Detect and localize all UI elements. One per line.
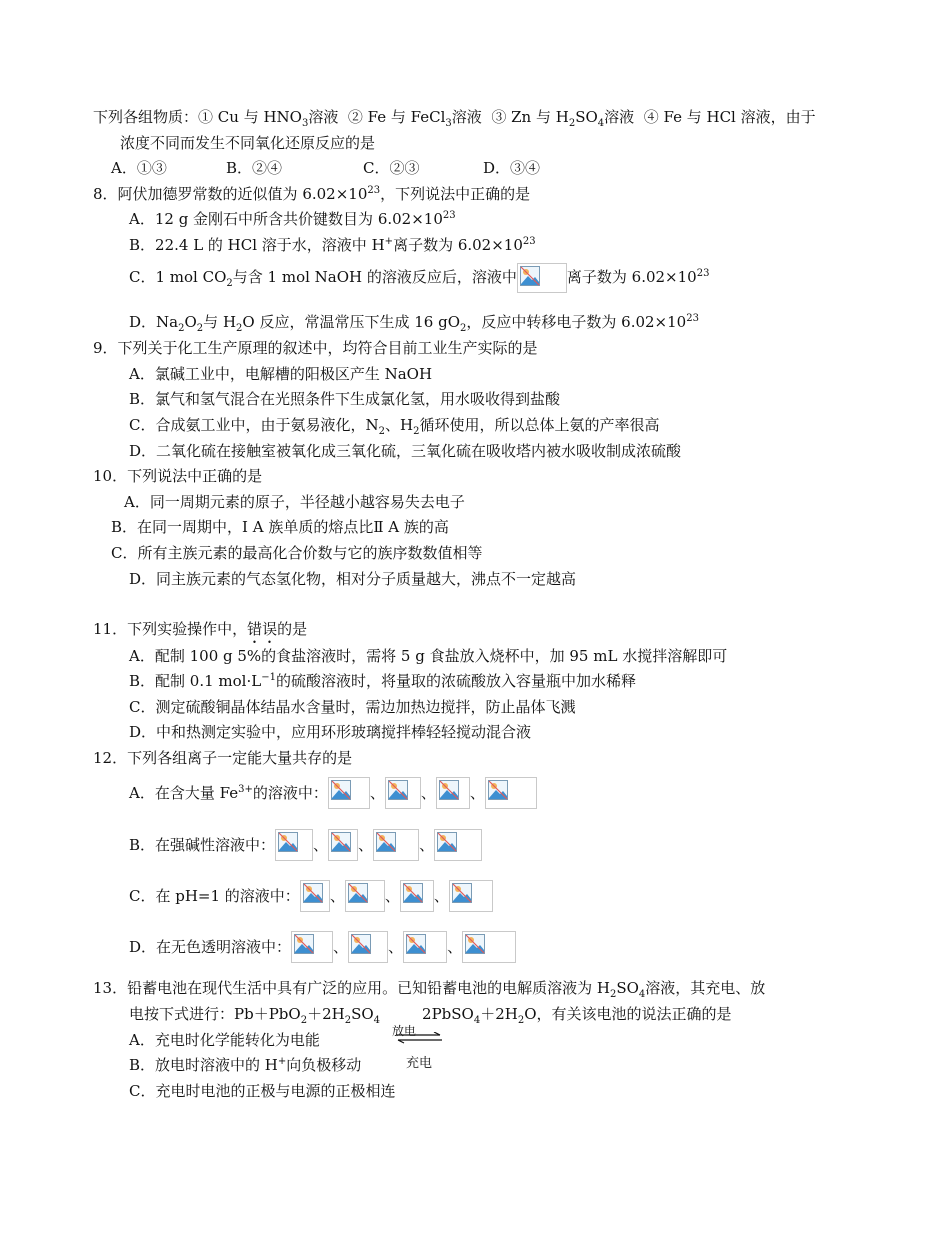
q13-option-b: B．放电时溶液中的 H+向负极移动 [129,1056,362,1074]
q7-option-d: D．③④ [483,159,541,177]
broken-image-icon [385,777,421,809]
arrow-label-charge: 充电 [406,1056,433,1071]
q8-option-c: C．1 mol $CO_2$与含 1 mol NaOH 的溶液反应后，溶液中 离子数为 $6.02\times 10^{23}$ [129,263,709,293]
q13-equation-line: 电按下式进行：$Pb+PbO_2+2H_2SO_4$ $2PbSO_4+2H_2O$，有关该电池的说法正确的是 [129,1005,732,1026]
q7-option-c: C．②③ [363,159,420,177]
broken-image-icon [348,931,388,963]
broken-image-icon [403,931,447,963]
q7-option-a: A．①③ [111,159,167,177]
q9-option-d: D．二氧化硫在接触室被氧化成三氧化硫，三氧化硫在吸收塔内被水吸收制成浓硫酸 [129,442,682,460]
q10-stem: 10．下列说法中正确的是 [93,467,263,485]
broken-image-icon [345,880,385,912]
broken-image-icon [328,829,358,861]
q7-option-b: B．②④ [226,159,283,177]
q12-option-a: A．在含大量 $Fe^{3+}$的溶液中： 、 、 、 [129,777,537,809]
q9-option-c: C．合成氨工业中，由于氨易液化，$N_2$、$H_2$循环使用，所以总体上氨的产率很高 [129,416,660,437]
broken-image-icon [485,777,537,809]
q12-option-b: B．在强碱性溶液中： 、 、 、 [129,829,482,861]
q9-stem: 9．下列关于化工生产原理的叙述中，均符合目前工业生产实际的是 [93,339,538,357]
q11-option-d: D．中和热测定实验中，应用环形玻璃搅拌棒轻轻搅动混合液 [129,723,532,741]
q9-option-b: B．氯气和氢气混合在光照条件下生成氯化氢，用水吸收得到盐酸 [129,390,561,408]
q12-option-d: D．在无色透明溶液中： 、 、 、 [129,931,516,963]
broken-image-icon [275,829,313,861]
broken-image-icon [434,829,482,861]
q10-option-b: B．在同一周期中，Ⅰ A 族单质的熔点比Ⅱ A 族的高 [111,518,449,536]
q11-option-a: A．配制 100 g 5%的食盐溶液时，需将 5 g 食盐放入烧杯中，加 95 mL 水搅拌溶解即可 [129,647,728,665]
q13-stem-line1: 13．铅蓄电池在现代生活中具有广泛的应用。已知铅蓄电池的电解质溶液为 $H_2SO_4$溶液，其充电、放 [93,979,766,1000]
double-arrow-icon [394,1032,444,1044]
broken-image-icon [300,880,330,912]
q7-stem-line2: 浓度不同而发生不同氧化还原反应的是 [120,134,376,152]
q10-option-c: C．所有主族元素的最高化合价数与它的族序数数值相等 [111,544,483,562]
broken-image-icon [436,777,470,809]
q10-option-d: D．同主族元素的气态氢化物，相对分子质量越大，沸点不一定越高 [129,570,577,588]
q8-option-d: D．$Na_2O_2$与 $H_2O$ 反应，常温常压下生成 16 $gO_2$，反应中转移电子数为 $6.02\times 10^{23}$ [129,313,699,334]
q9-option-a: A．氯碱工业中，电解槽的阳极区产生 NaOH [129,365,433,383]
q8-stem: 8．阿伏加德罗常数的近似值为 $6.02\times 10^{23}$，下列说法中正确的是 [93,185,531,203]
q11-option-b: B．配制 0.1 $mol\cdot L^{-1}$的硫酸溶液时，将量取的浓硫酸放入容量瓶中加水稀释 [129,672,636,690]
broken-image-icon [328,777,370,809]
arrow-label-discharge: 放电 [392,1024,417,1038]
broken-image-icon [449,880,493,912]
q11-option-c: C．测定硫酸铜晶体结晶水含量时，需边加热边搅拌，防止晶体飞溅 [129,698,576,716]
q7-stem-line1: 下列各组物质：① Cu 与 $HNO_3$溶液 ② Fe 与 FeCl$_3$溶液 ③ Zn 与 $H_2SO_4$溶液 ④ Fe 与 HCl 溶液，由于 [93,108,816,129]
q12-option-c: C．在 pH=1 的溶液中： 、 、 、 [129,880,493,912]
broken-image-icon [291,931,333,963]
q12-stem: 12．下列各组离子一定能大量共存的是 [93,749,353,767]
broken-image-icon [462,931,516,963]
q11-stem: 11．下列实验操作中，错误的是 [93,620,308,638]
q13-option-c: C．充电时电池的正极与电源的正极相连 [129,1082,396,1100]
reversible-reaction-arrow [392,1022,452,1072]
broken-image-icon [373,829,419,861]
broken-image-icon [400,880,434,912]
q13-option-a: A．充电时化学能转化为电能 [129,1031,320,1049]
emphasis-word: 错误 [247,620,278,638]
broken-image-icon [517,263,567,293]
q10-option-a: A．同一周期元素的原子，半径越小越容易失去电子 [124,493,465,511]
q8-option-a: A．12 g 金刚石中所含共价键数目为 $6.02\times 10^{23}$ [129,210,456,228]
q8-option-b: B．22.4 L 的 HCl 溶于水，溶液中 H+离子数为 $6.02\times 10^{23}$ [129,236,536,254]
